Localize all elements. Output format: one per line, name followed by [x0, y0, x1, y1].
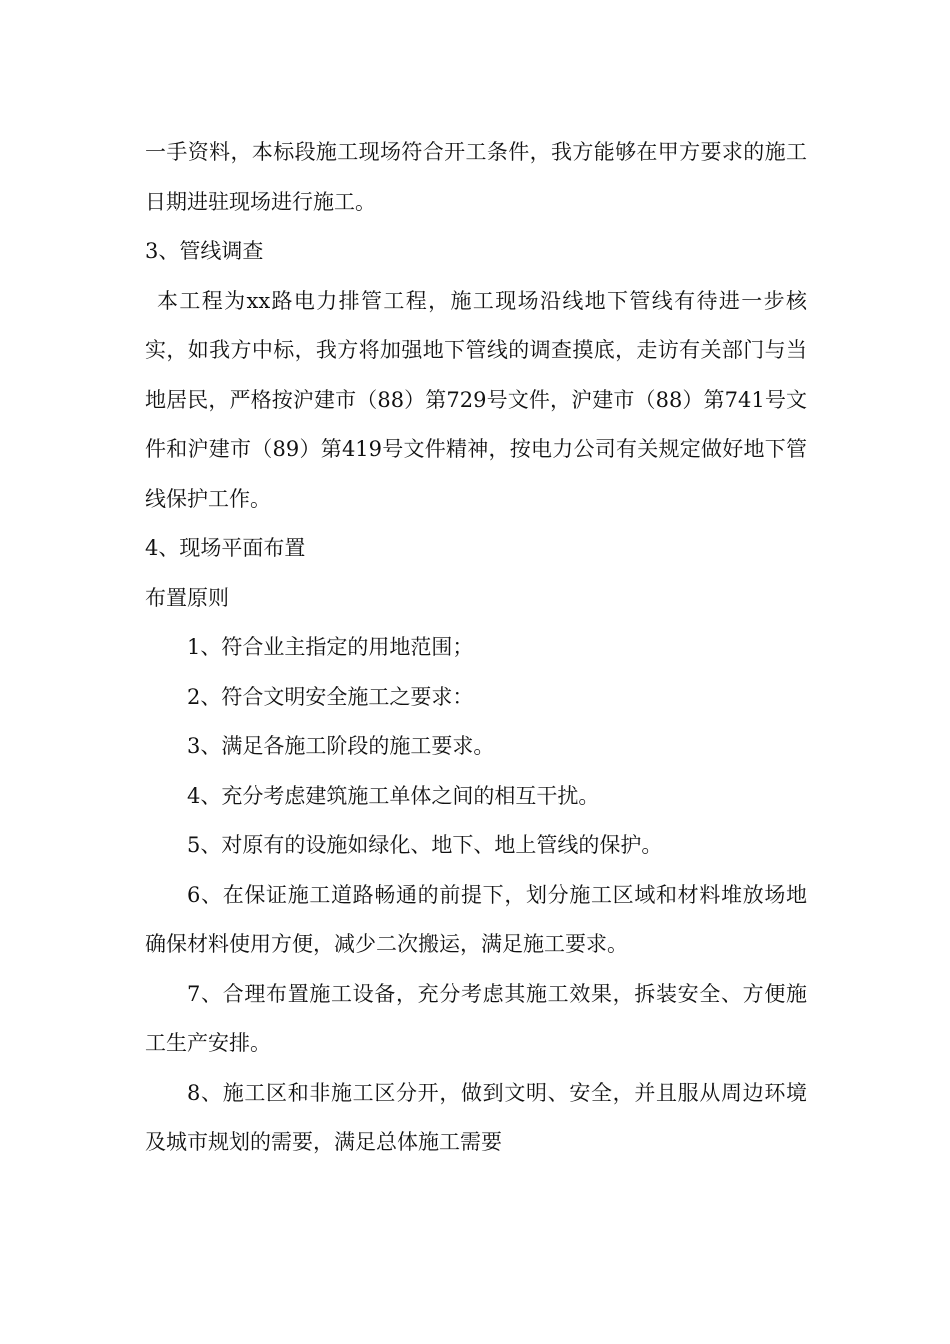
heading-site-layout: 4、现场平面布置	[145, 536, 306, 560]
list-item-principle-6: 6、在保证施工道路畅通的前提下，划分施工区域和材料堆放场地确保材料使用方便，减少二次搬运，满足施工要求。	[145, 882, 807, 956]
list-item-principle-5: 5、对原有的设施如绿化、地下、地上管线的保护。	[187, 833, 663, 857]
list-item-principle-2: 2、符合文明安全施工之要求：	[187, 684, 474, 709]
document-body	[145, 128, 807, 1168]
paragraph-pipeline-survey: 本工程为xx路电力排管工程，施工现场沿线地下管线有待进一步核实，如我方中标，我方将加强地下管线的调查摸底，走访有关部门与当地居民，严格按沪建市（88）第729号文件，沪建市（88）第741号文件和沪建市（89）第419号文件精神，按电力公司有关规定做好地下管线保护工作。	[145, 288, 807, 511]
heading-pipeline-survey: 3、管线调查	[145, 239, 264, 263]
paragraph-materials: 一手资料，本标段施工现场符合开工条件，我方能够在甲方要求的施工日期进驻现场进行施工。	[145, 140, 807, 214]
list-item-principle-3: 3、满足各施工阶段的施工要求。	[187, 734, 495, 758]
list-item-principle-4: 4、充分考虑建筑施工单体之间的相互干扰。	[187, 783, 600, 808]
list-item-principle-1: 1、符合业主指定的用地范围；	[187, 635, 474, 659]
list-item-principle-7: 7、合理布置施工设备，充分考虑其施工效果，拆装安全、方便施工生产安排。	[145, 981, 807, 1055]
list-item-principle-8: 8、施工区和非施工区分开，做到文明、安全，并且服从周边环境及城市规划的需要，满足总体施工需要	[145, 1080, 807, 1154]
subheading-layout-principles: 布置原则	[145, 585, 229, 610]
